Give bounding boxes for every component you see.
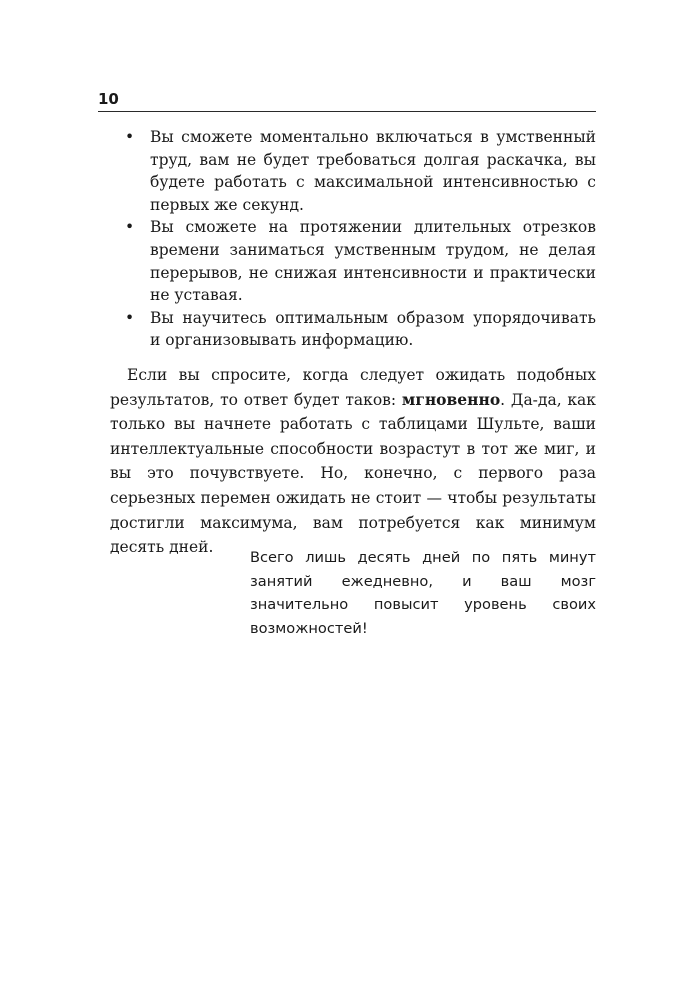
body-paragraph (110, 363, 596, 560)
header-rule (98, 111, 596, 112)
bullet-text: Вы сможете на протяжении длительных отрезков времени заниматься умственным трудом, не делая перерывов, не снижая интенсивности и практически не уставая. (150, 218, 596, 305)
bullet-item-2 (98, 216, 596, 306)
bullet-list (98, 126, 596, 352)
bullet-marker: • (125, 218, 135, 237)
paragraph-text-end: . Да-да, как только вы начнете работать с таблицами Шульте, ваши интеллектуальные способности возрастут в тот же миг, и вы это почувствуете. Но, конечно, с первого раза серьезных перемен ожидать не стоит — чтобы результаты достигли максимума, вам потребуется как минимум десять дней. (110, 390, 596, 557)
page-number: 10 (98, 90, 119, 108)
bullet-marker: • (125, 308, 135, 327)
emphasis-word: мгновенно (401, 389, 501, 409)
bullet-item-1 (98, 126, 596, 216)
bullet-text: Вы научитесь оптимальным образом упорядочивать и организовывать информацию. (150, 308, 596, 350)
bullet-item-3 (98, 307, 596, 352)
paragraph-text-start: Если вы спросите, когда следует ожидать подобных результатов, то ответ будет таков: (110, 366, 596, 409)
bullet-marker: • (125, 128, 135, 146)
callout-text: Всего лишь десять дней по пять минут занятий ежедневно, и ваш мозг значительно повысит уровень своих возможностей! (250, 549, 596, 637)
bullet-text: Вы сможете моментально включаться в умственный труд, вам не будет требоваться долгая раскачка, вы будете работать с максимальной интенсивностью с первых же секунд. (150, 128, 596, 214)
